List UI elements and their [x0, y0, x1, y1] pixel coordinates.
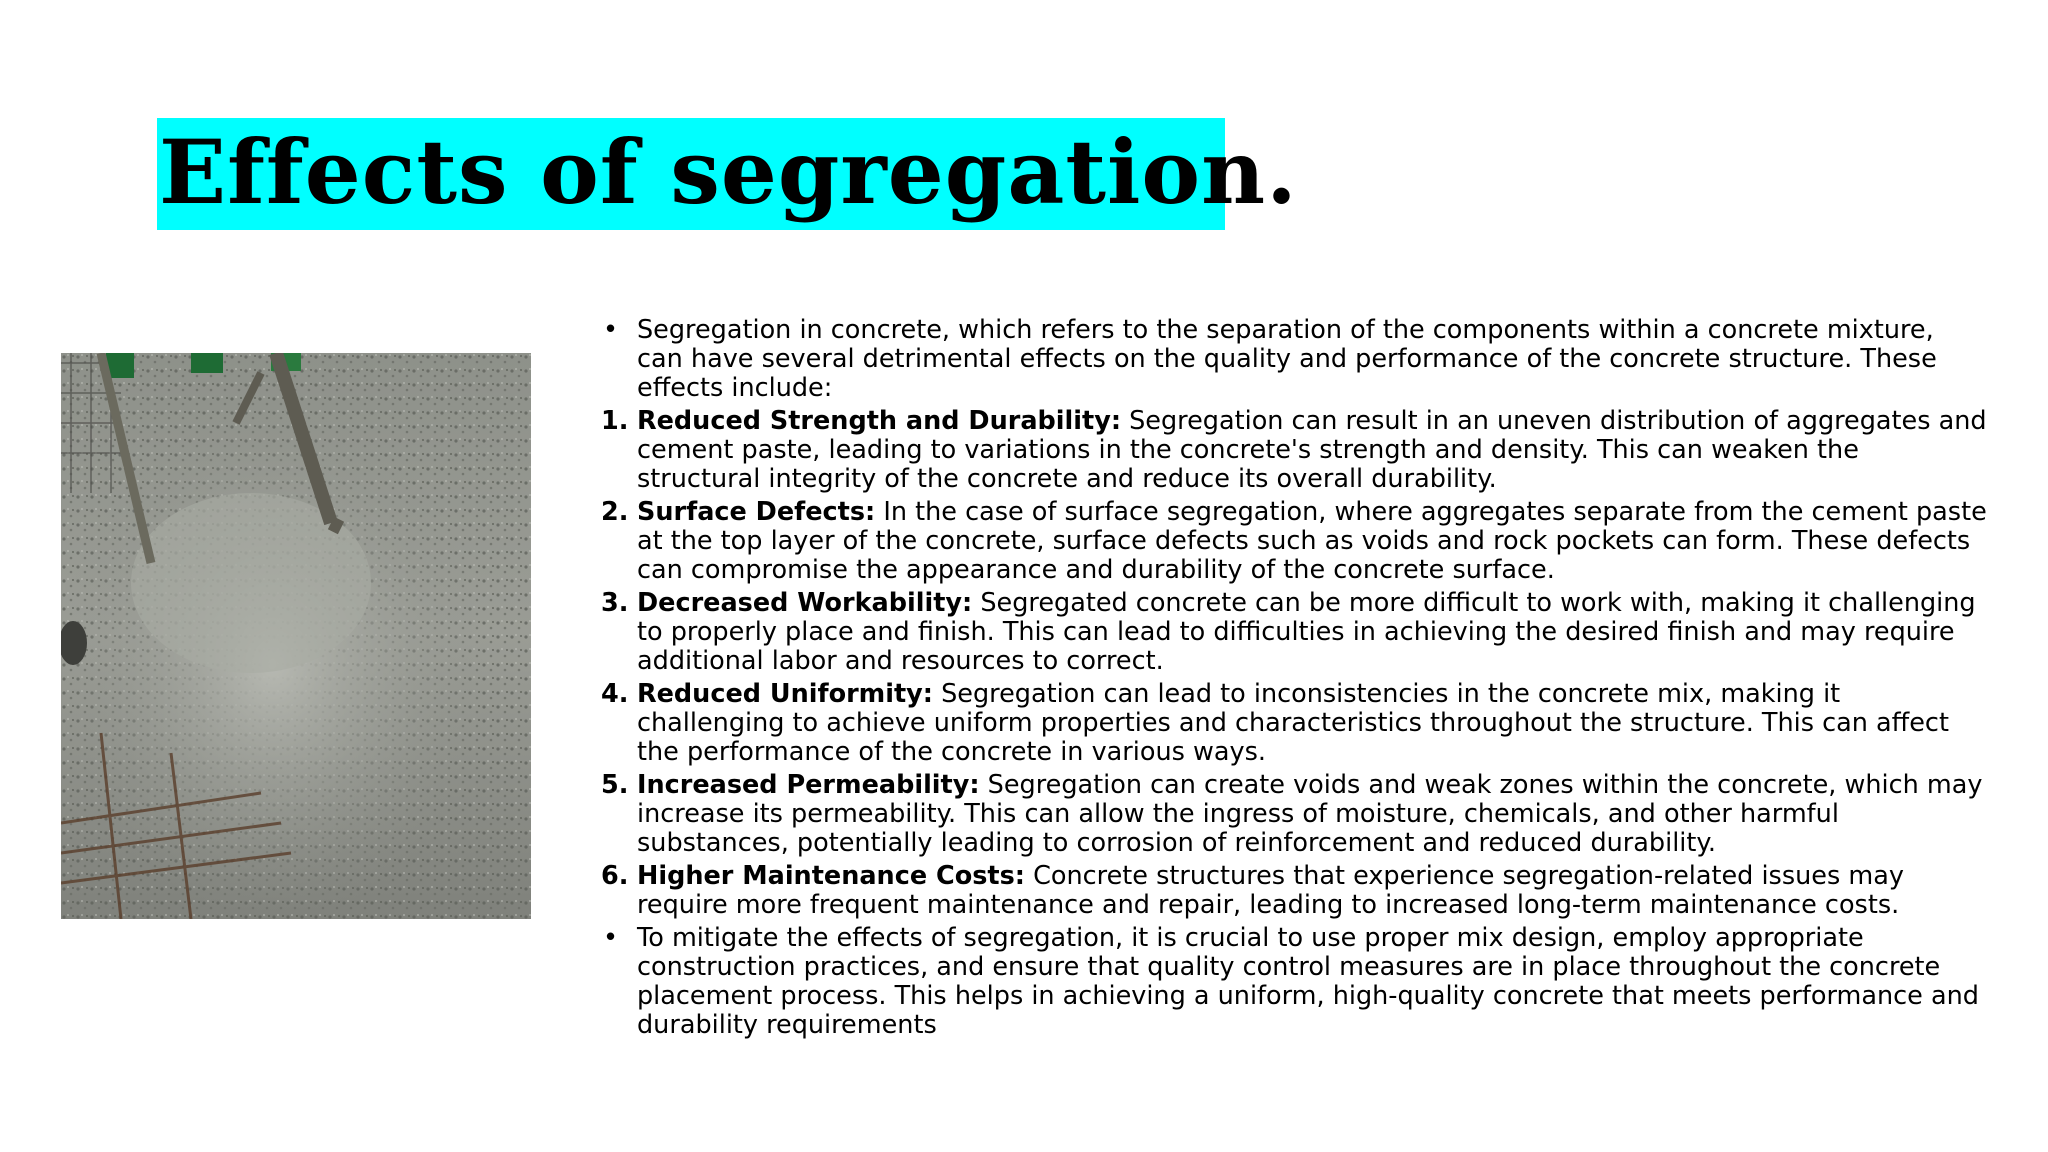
- conclusion-bullet: [597, 924, 1987, 1040]
- effect-number: 5.: [601, 770, 629, 800]
- effect-term: Decreased Workability:: [637, 588, 973, 618]
- effect-term: Reduced Uniformity:: [637, 679, 933, 709]
- bullet-marker: •: [603, 315, 619, 345]
- effect-number: 1.: [601, 406, 629, 436]
- effect-term: Increased Permeability:: [637, 770, 980, 800]
- title-highlight: [157, 118, 1298, 230]
- effect-number: 6.: [601, 861, 629, 891]
- effect-item-2: [597, 498, 1987, 585]
- effect-term: Reduced Strength and Durability:: [637, 406, 1122, 436]
- effect-description: In the case of surface segregation, where aggregates separate from the cement paste at the top layer of the concrete, surface defects such as voids and rock pockets can form. These defects can compromise the appearance and durability of the concrete surface.: [637, 497, 1987, 585]
- effect-description: Segregation can create voids and weak zones within the concrete, which may increase its permeability. This can allow the ingress of moisture, chemicals, and other harmful substances, potentially leading to corrosion of reinforcement and reduced durability.: [637, 770, 1983, 858]
- bullet-marker: •: [603, 923, 619, 953]
- effect-item-4: [597, 680, 1987, 767]
- concrete-pouring-photo: [61, 353, 531, 919]
- effect-number: 3.: [601, 588, 629, 618]
- effect-term: Higher Maintenance Costs:: [637, 861, 1025, 891]
- effect-item-3: [597, 589, 1987, 676]
- intro-bullet: [597, 316, 1987, 403]
- effect-number: 2.: [601, 497, 629, 527]
- effect-item-5: [597, 771, 1987, 858]
- effect-description: Segregated concrete can be more difficult to work with, making it challenging to properly place and finish. This can lead to difficulties in achieving the desired finish and may require additional labor and resources to correct.: [637, 588, 1976, 676]
- effect-item-1: [597, 407, 1987, 494]
- effects-list: [597, 316, 1987, 1044]
- effect-description: Segregation can lead to inconsistencies in the concrete mix, making it challenging to achieve uniform properties and characteristics throughout the structure. This can affect the performance of the concrete in various ways.: [637, 679, 1949, 767]
- effect-number: 4.: [601, 679, 629, 709]
- conclusion-text: To mitigate the effects of segregation, it is crucial to use proper mix design, employ appropriate construction practices, and ensure that quality control measures are in place throughout the concrete placement process. This helps in achieving a uniform, high-quality concrete that meets performance and durability requirements: [637, 923, 1979, 1040]
- effect-description: Segregation can result in an uneven distribution of aggregates and cement paste, leading to variations in the concrete's strength and density. This can weaken the structural integrity of the concrete and reduce its overall durability.: [637, 406, 1987, 494]
- slide-title: Effects of segregation.: [159, 120, 1298, 224]
- intro-text: Segregation in concrete, which refers to the separation of the components within a concrete mixture, can have several detrimental effects on the quality and performance of the concrete structure. These effects include:: [637, 315, 1937, 403]
- effect-description: Concrete structures that experience segregation-related issues may require more frequent maintenance and repair, leading to increased long-term maintenance costs.: [637, 861, 1904, 920]
- effect-term: Surface Defects:: [637, 497, 876, 527]
- effect-item-6: [597, 862, 1987, 920]
